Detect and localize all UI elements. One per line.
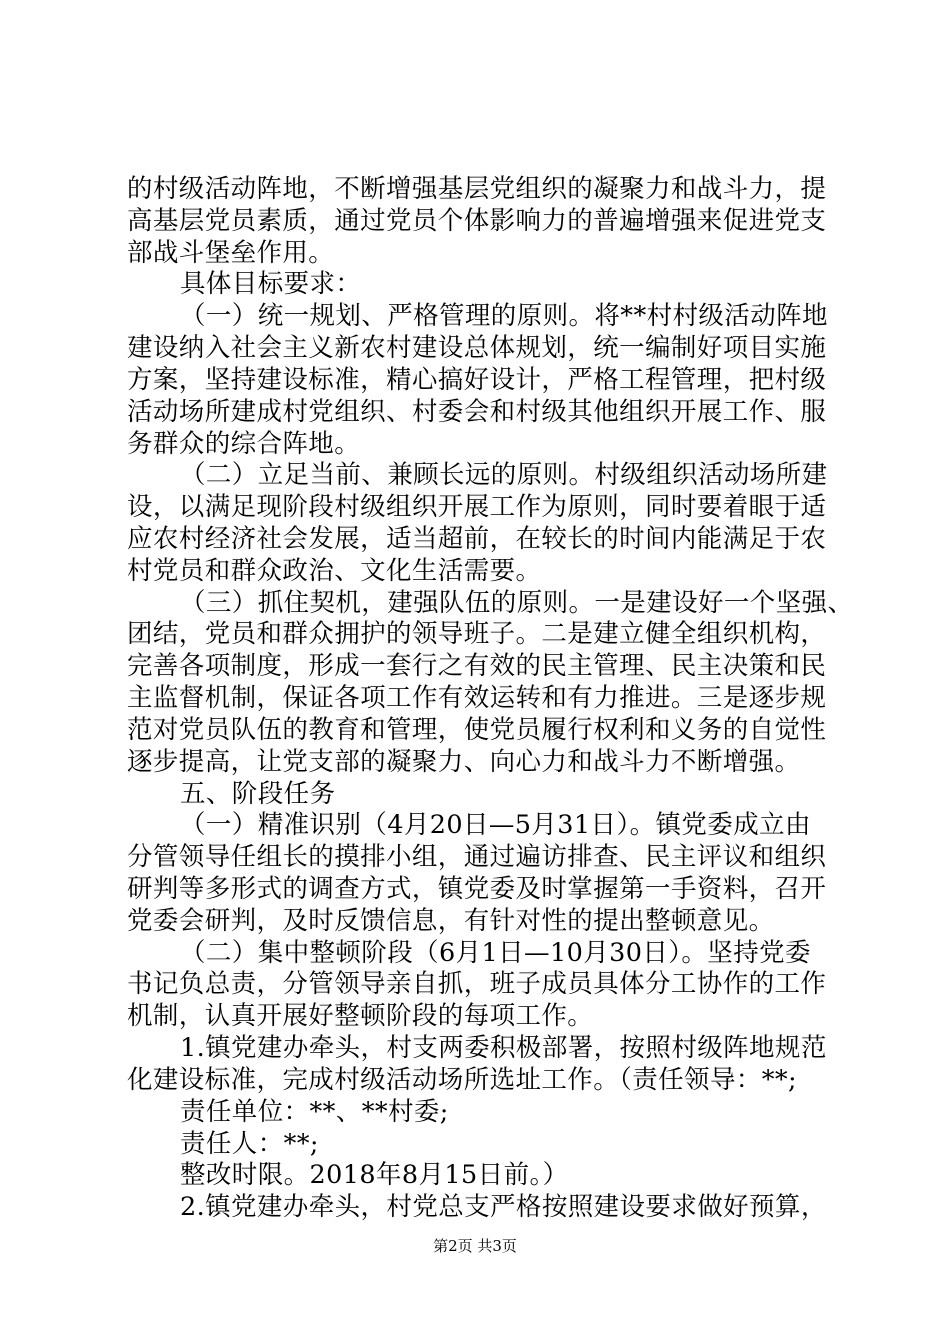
text-line: 务群众的综合阵地。 [127,428,361,459]
text-line: 分管领导任组长的摸排小组，通过遍访排查、民主评议和组织 [127,842,827,873]
text-line: 应农村经济社会发展，适当超前，在较长的时间内能满足于农 [127,524,827,554]
text-line: 部战斗堡垒作用。 [127,237,335,268]
text-line: 方案，坚持建设标准，精心搞好设计，严格工程管理，把村级 [127,364,827,395]
text-line: 整改时限。2018年8月15日前。） [180,1160,569,1191]
text-line: 的村级活动阵地，不断增强基层党组织的凝聚力和战斗力，提 [127,174,827,204]
page-footer: 第2页 共3页 [433,1237,517,1255]
text-line: 机制，认真开展好整顿阶段的每项工作。 [127,1001,594,1032]
text-line: 活动场所建成村党组织、村委会和村级其他组织开展工作、服 [127,396,827,427]
text-line: 1.镇党建办牵头，村支两委积极部署，按照村级阵地规范 [180,1033,827,1064]
text-line: 责任单位：**、**村委; [180,1096,449,1127]
text-line: 逐步提高，让党支部的凝聚力、向心力和战斗力不断增强。 [127,746,801,777]
text-line: （二）立足当前、兼顾长远的原则。村级组织活动场所建 [180,460,828,491]
text-line: 党委会研判，及时反馈信息，有针对性的提出整顿意见。 [127,905,775,936]
text-line: 团结，党员和群众拥护的领导班子。二是建立健全组织机构， [127,619,827,650]
text-line: 化建设标准，完成村级活动场所选址工作。（责任领导：**; [127,1064,798,1095]
text-line: （二）集中整顿阶段（6月1日—10月30日）。坚持党委 [180,937,811,968]
text-line: 范对党员队伍的教育和管理，使党员履行权利和义务的自觉性 [127,714,827,745]
text-line: 主监督机制，保证各项工作有效运转和有力推进。三是逐步规 [127,683,827,714]
text-line: 研判等多形式的调查方式，镇党委及时掌握第一手资料，召开 [127,874,827,904]
text-line: 具体目标要求： [180,269,362,300]
section-heading: 五、阶段任务 [180,778,336,809]
text-line: 高基层党员素质，通过党员个体影响力的普遍增强来促进党支 [127,205,827,236]
text-line: （一）统一规划、严格管理的原则。将**村村级活动阵地 [180,301,828,332]
text-line: 设，以满足现阶段村级组织开展工作为原则，同时要着眼于适 [127,492,827,523]
text-line: 书记负总责，分管领导亲自抓，班子成员具体分工协作的工作 [127,969,827,1000]
text-line: 村党员和群众政治、文化生活需要。 [127,555,542,586]
text-line: （一）精准识别（4月20日—5月31日）。镇党委成立由 [180,810,811,841]
text-line: 2.镇党建办牵头，村党总支严格按照建设要求做好预算， [180,1192,827,1223]
text-line: 责任人：**; [180,1128,319,1159]
text-line: 建设纳入社会主义新农村建设总体规划，统一编制好项目实施 [127,333,827,364]
text-line: 完善各项制度，形成一套行之有效的民主管理、民主决策和民 [127,651,827,682]
text-line: （三）抓住契机，建强队伍的原则。一是建设好一个坚强、 [180,587,854,618]
